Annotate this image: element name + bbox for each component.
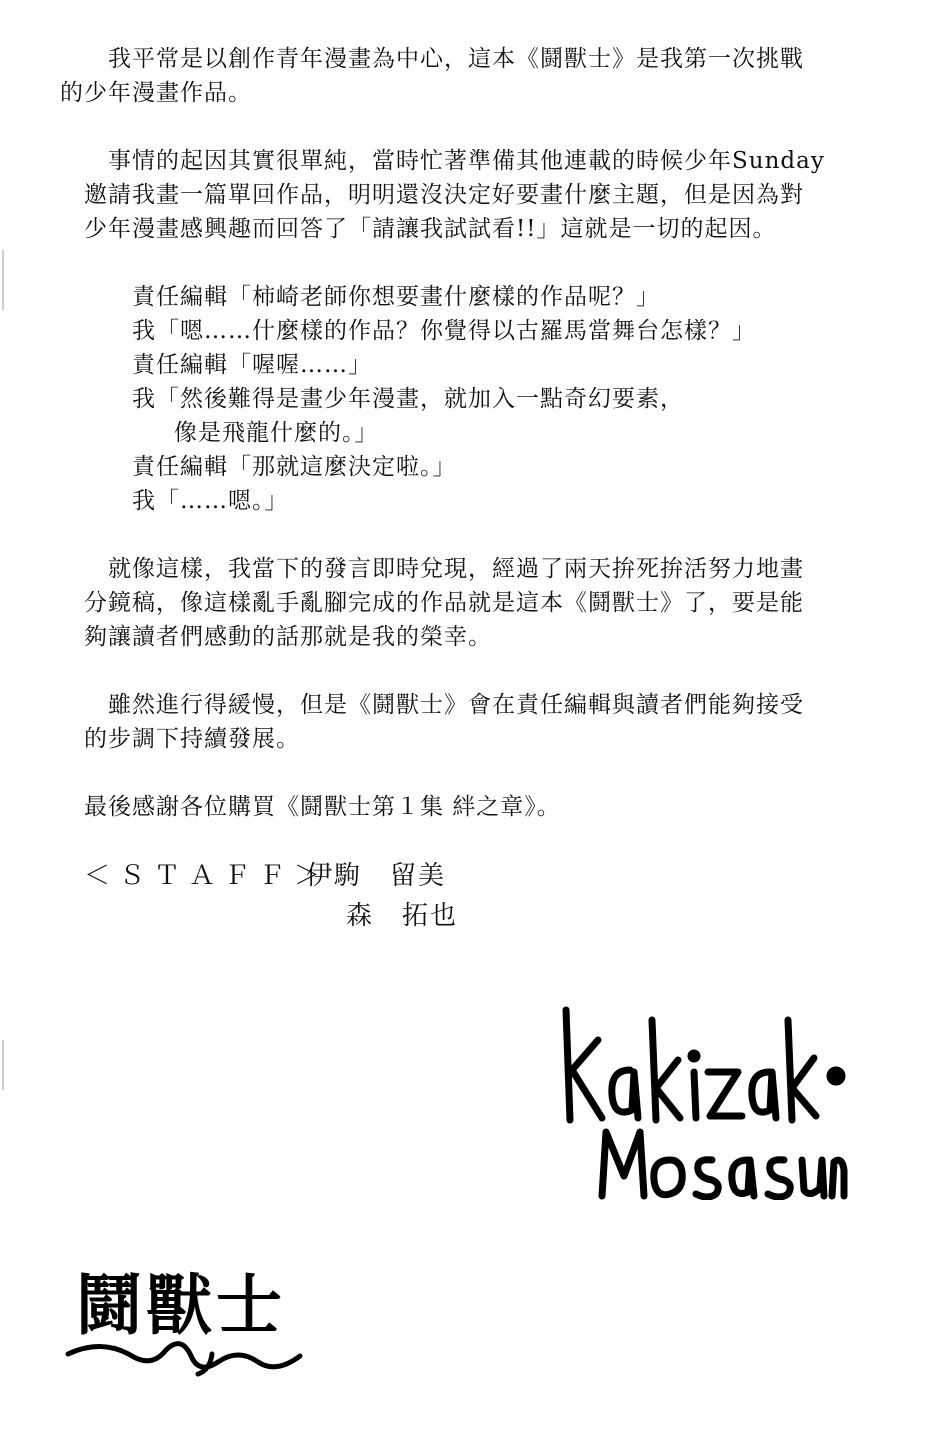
text-line: 雖然進行得緩慢，但是《鬪獸士》會在責任編輯與讀者們能夠接受 — [108, 692, 804, 718]
text-line: 少年漫畫感興趣而回答了「請讓我試試看!!」這就是一切的起因。 — [84, 216, 777, 242]
text-line: 分鏡稿，像這樣亂手亂腳完成的作品就是這本《鬪獸士》了，要是能 — [84, 590, 804, 616]
closing-line: 最後感謝各位購買《鬪獸士第１集 絆之章》。 — [84, 794, 561, 820]
dialogue-line: 我「……嗯。」 — [132, 488, 289, 514]
text-line: 就像這樣，我當下的發言即時兌現，經過了兩天拚死拚活努力地畫 — [108, 556, 804, 582]
author-signature — [552, 1000, 852, 1200]
title-logo — [62, 1258, 312, 1378]
staff-label-spacer — [84, 896, 306, 936]
staff-label: ＜ＳＴＡＦＦ＞ — [84, 861, 330, 891]
staff-name: 森 拓也 — [346, 901, 459, 931]
dialogue-line: 我「嗯……什麼樣的作品？你覺得以古羅馬當舞台怎樣？」 — [132, 318, 756, 344]
dialogue-line: 責任編輯「那就這麼決定啦。」 — [132, 454, 457, 480]
text-line: 夠讓讀者們感動的話那就是我的榮幸。 — [84, 624, 492, 650]
text-line: 的步調下持續發展。 — [84, 726, 300, 752]
dialogue-line: 像是飛龍什麼的。」 — [174, 420, 379, 446]
dialogue-block — [84, 280, 844, 518]
staff-name: 伊駒 留美 — [306, 861, 447, 891]
paragraph-origin — [84, 144, 844, 246]
logo-text: 鬪獸士 — [76, 1266, 286, 1344]
paragraph-result — [84, 552, 844, 654]
text-line: 事情的起因其實很單純，當時忙著準備其他連載的時候少年Sunday — [108, 148, 825, 174]
dialogue-line: 責任編輯「柿崎老師你想要畫什麼樣的作品呢？」 — [132, 284, 660, 310]
text-line: 我平常是以創作青年漫畫為中心，這本《鬪獸士》是我第一次挑戰 — [108, 46, 804, 72]
scan-edge-mark — [2, 1040, 4, 1090]
staff-row — [84, 896, 458, 936]
afterword-text — [60, 42, 844, 824]
text-line: 的少年漫畫作品。 — [60, 80, 252, 106]
dialogue-line: 我「然後難得是畫少年漫畫，就加入一點奇幻要素， — [132, 386, 684, 412]
dialogue-line: 責任編輯「喔喔……」 — [132, 352, 372, 378]
paragraph-intro — [60, 42, 844, 110]
staff-row — [84, 856, 458, 896]
scan-edge-mark — [2, 250, 4, 310]
text-line: 邀請我畫一篇單回作品，明明還沒決定好要畫什麼主題，但是因為對 — [84, 182, 804, 208]
paragraph-progress — [84, 688, 844, 756]
staff-credits — [84, 856, 458, 936]
